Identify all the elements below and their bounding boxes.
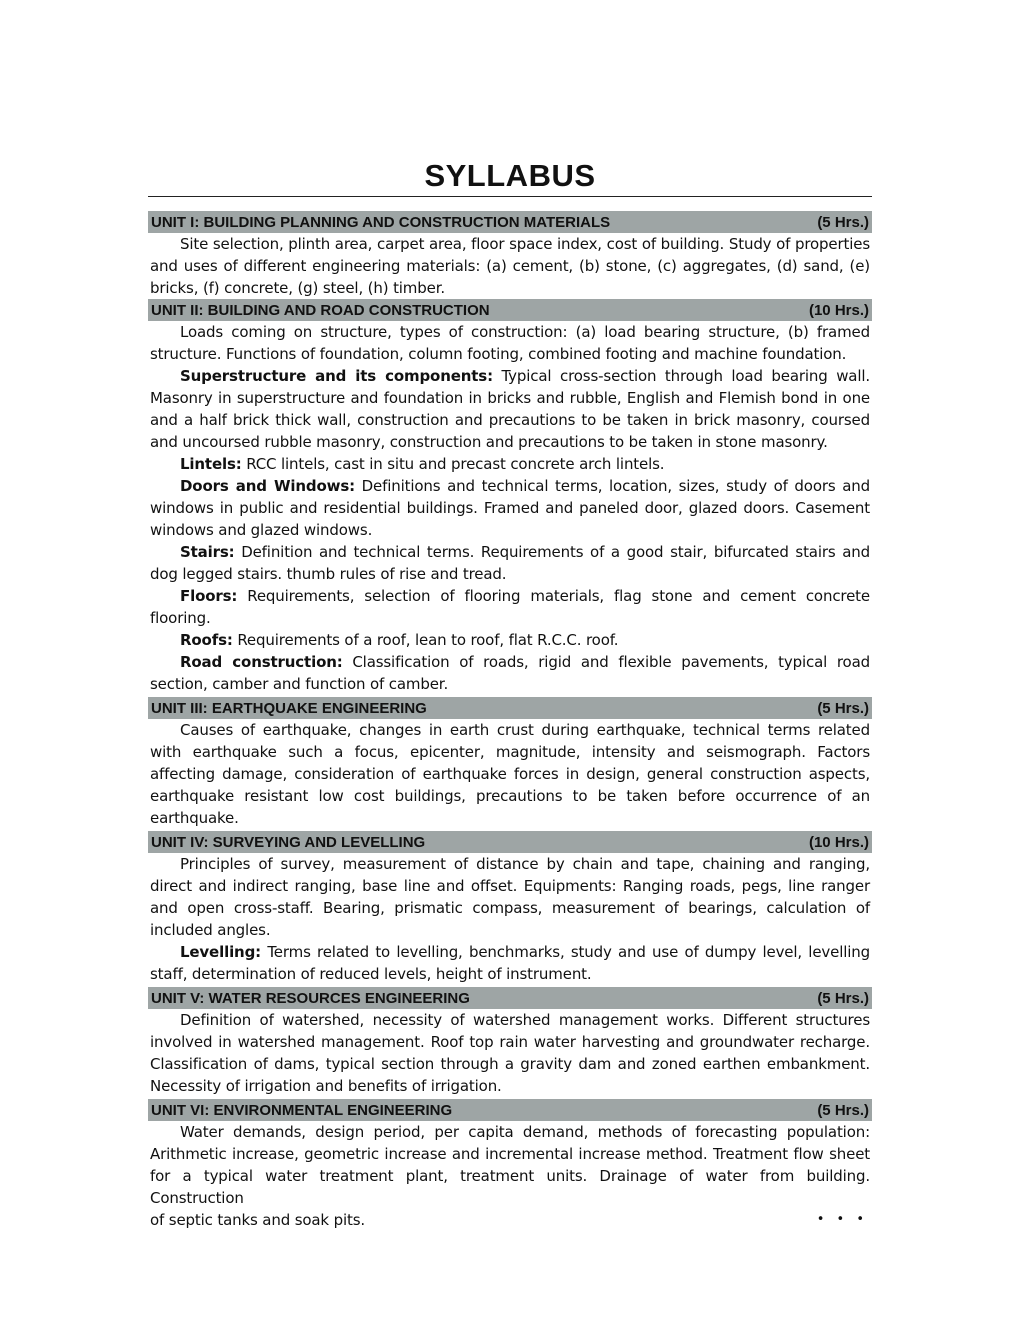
unit-hours: (10 Hrs.) xyxy=(808,833,869,851)
paragraph: Stairs: Definition and technical terms. Requirements of a good stair, bifurcated stairs and dog legged stairs. thumb rules of rise and tread. xyxy=(150,543,870,583)
unit-heading-bar xyxy=(148,831,872,853)
paragraph: Definition of watershed, necessity of watershed management works. Different structures involved in watershed management. Roof top rain water harvesting and groundwater recharge. Classification of dams, typical section through a gravity dam and zoned earthen embankment. Necessity of irrigation and benefits of irrigation. xyxy=(150,1011,870,1095)
unit-heading: UNIT IV: SURVEYING AND LEVELLING xyxy=(151,833,426,851)
unit-body xyxy=(148,233,872,299)
unit-hours: (10 Hrs.) xyxy=(808,301,869,319)
unit-heading-bar xyxy=(148,1099,872,1121)
unit-section xyxy=(148,697,872,829)
unit-heading-bar xyxy=(148,299,872,321)
unit-heading-bar xyxy=(148,987,872,1009)
unit-section xyxy=(148,987,872,1097)
unit-body xyxy=(148,321,872,695)
final-line-text: of septic tanks and soak pits. xyxy=(150,1211,365,1229)
paragraph-lead: Doors and Windows: xyxy=(180,477,355,495)
paragraph: Principles of survey, measurement of distance by chain and tape, chaining and ranging, direct and indirect ranging, base line and offset. Equipments: Ranging roads, pegs, line ranger and open cross-staff. Bearing, prismatic compass, measurement of bearings, calculation of included angles. xyxy=(150,855,870,939)
unit-section xyxy=(148,831,872,985)
syllabus-page xyxy=(148,158,872,1231)
unit-body xyxy=(148,719,872,829)
unit-body xyxy=(148,1009,872,1097)
paragraph: Road construction: Classification of roads, rigid and flexible pavements, typical road section, camber and function of camber. xyxy=(150,653,870,693)
unit-body xyxy=(148,1121,872,1231)
unit-hours: (5 Hrs.) xyxy=(817,699,869,717)
unit-heading: UNIT I: BUILDING PLANNING AND CONSTRUCTION MATERIALS xyxy=(151,213,611,231)
paragraph: Roofs: Requirements of a roof, lean to roof, flat R.C.C. roof. xyxy=(180,631,619,649)
unit-section xyxy=(148,299,872,695)
paragraph: Causes of earthquake, changes in earth crust during earthquake, technical terms related with earthquake such a focus, epicenter, magnitude, intensity and seismograph. Factors affecting damage, consideration of earthquake forces in design, general construction aspects, earthquake resistant low cost buildings, precautions to be taken before occurrence of an earthquake. xyxy=(150,721,870,827)
paragraph-lead: Levelling: xyxy=(180,943,262,961)
paragraph: Lintels: RCC lintels, cast in situ and precast concrete arch lintels. xyxy=(180,455,665,473)
unit-heading: UNIT V: WATER RESOURCES ENGINEERING xyxy=(151,989,470,1007)
paragraph: Water demands, design period, per capita demand, methods of forecasting population: Arithmetic increase, geometric increase and incremental increase method. Treatment flow sheet for a typical water treatment plant, treatment units. Drainage of water from building. Construction xyxy=(150,1123,870,1207)
paragraph-lead: Lintels: xyxy=(180,455,242,473)
unit-hours: (5 Hrs.) xyxy=(817,1101,869,1119)
unit-heading-bar xyxy=(148,211,872,233)
unit-body xyxy=(148,853,872,985)
paragraph: Superstructure and its components: Typical cross-section through load bearing wall. Masonry in superstructure and foundation in bricks and rubble, English and Flemish bond in one and a half brick thick wall, construction and precautions to be taken in brick masonry, coursed and uncoursed rubble masonry, construction and precautions to be taken in stone masonry. xyxy=(150,367,871,451)
unit-hours: (5 Hrs.) xyxy=(817,989,869,1007)
unit-heading: UNIT VI: ENVIRONMENTAL ENGINEERING xyxy=(151,1101,453,1119)
paragraph: Doors and Windows: Definitions and technical terms, location, sizes, study of doors and windows in public and residential buildings. Framed and paneled door, glazed doors. Casement windows and glazed windows. xyxy=(150,477,870,539)
unit-section xyxy=(148,211,872,299)
unit-heading-bar xyxy=(148,697,872,719)
paragraph-lead: Floors: xyxy=(180,587,238,605)
paragraph: Loads coming on structure, types of construction: (a) load bearing structure, (b) framed structure. Functions of foundation, column footing, combined footing and machine foundation. xyxy=(150,323,870,363)
paragraph-lead: Stairs: xyxy=(180,543,235,561)
paragraph-lead: Roofs: xyxy=(180,631,233,649)
unit-heading: UNIT II: BUILDING AND ROAD CONSTRUCTION xyxy=(151,301,490,319)
end-of-section-mark: • • • xyxy=(816,1212,868,1227)
final-line xyxy=(150,1209,870,1231)
paragraph-lead: Superstructure and its components: xyxy=(180,367,493,385)
unit-hours: (5 Hrs.) xyxy=(817,213,869,231)
paragraph-lead: Road construction: xyxy=(180,653,343,671)
unit-heading: UNIT III: EARTHQUAKE ENGINEERING xyxy=(151,699,427,717)
unit-section xyxy=(148,1099,872,1231)
paragraph: Floors: Requirements, selection of flooring materials, flag stone and cement concrete flooring. xyxy=(150,587,870,627)
paragraph: Site selection, plinth area, carpet area, floor space index, cost of building. Study of properties and uses of different engineering materials: (a) cement, (b) stone, (c) aggregates, (d) sand, (e) bricks, (f) concrete, (g) steel, (h) timber. xyxy=(150,235,870,297)
page-title: SYLLABUS xyxy=(424,158,596,193)
paragraph: Levelling: Terms related to levelling, benchmarks, study and use of dumpy level, levelling staff, determination of reduced levels, height of instrument. xyxy=(150,943,870,983)
title-divider xyxy=(148,196,872,197)
